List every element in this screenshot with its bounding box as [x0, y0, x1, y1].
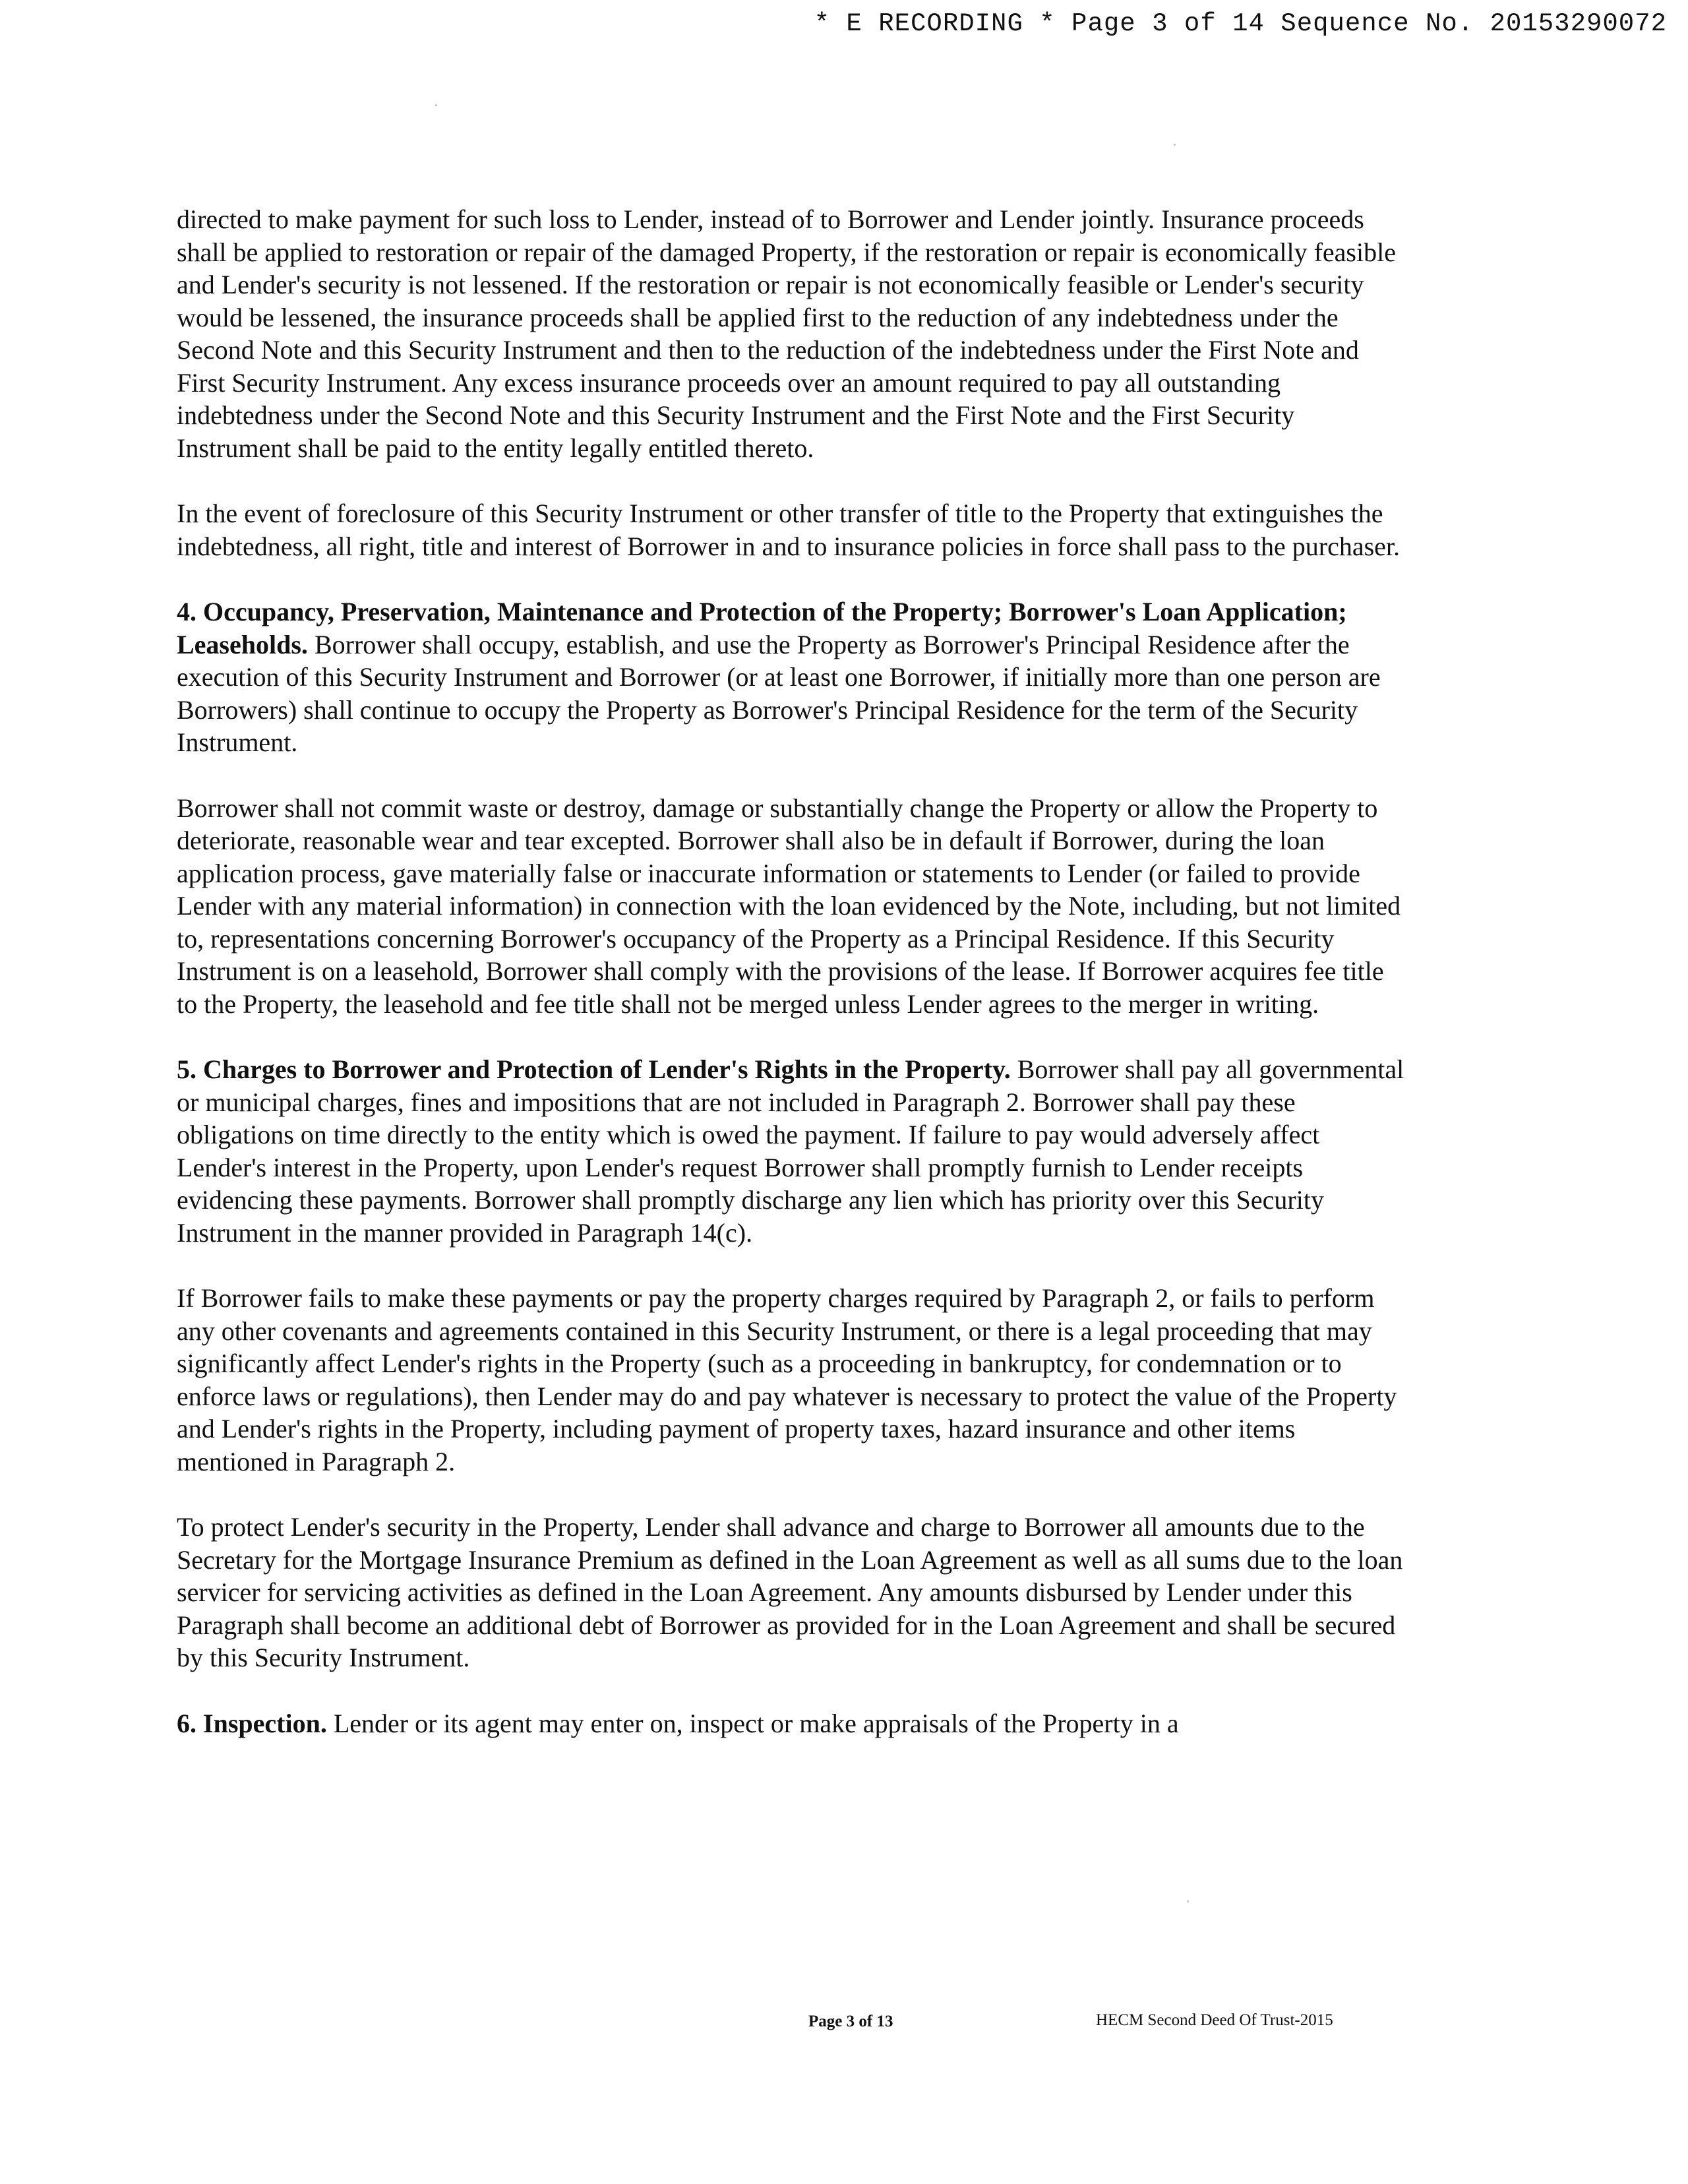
paragraph-charges: [177, 1053, 1410, 1249]
section-heading-occupancy: 4. Occupancy, Preservation, Maintenance and Protection of the Property; Borrower's Loan Application; Leaseholds.: [177, 597, 1347, 659]
paragraph-text: Lender or its agent may enter on, inspect or make appraisals of the Property in a: [326, 1708, 1179, 1738]
section-heading-inspection: 6. Inspection.: [177, 1708, 327, 1738]
paragraph-waste: [177, 792, 1410, 1021]
section-heading-charges: 5. Charges to Borrower and Protection of Lender's Rights in the Property.: [177, 1054, 1011, 1084]
recording-stamp: * E RECORDING * Page 3 of 14 Sequence No. 20153290072: [814, 9, 1667, 38]
paragraph-text: Borrower shall pay all governmental or municipal charges, fines and impositions that are not included in Paragraph 2. Borrower shall pay these obligations on time directly to the entity which is owed the payment. If failure to pay would adversely affect Lender's interest in the Property, upon Lender's request Borrower shall promptly furnish to Lender receipts evidencing these payments. Borrower shall promptly discharge any lien which has priority over this Security Instrument in the manner provided in Paragraph 14(c).: [177, 1054, 1404, 1248]
paragraph-text: If Borrower fails to make these payments or pay the property charges required by Paragraph 2, or fails to perform any other covenants and agreements contained in this Security Instrument, or there is a legal proceeding that may significantly affect Lender's rights in the Property (such as a proceeding in bankruptcy, for condemnation or to enforce laws or regulations), then Lender may do and pay whatever is necessary to protect the value of the Property and Lender's rights in the Property, including payment of property taxes, hazard insurance and other items mentioned in Paragraph 2.: [177, 1283, 1397, 1476]
scan-speck: [1187, 1900, 1189, 1902]
footer-page-number: Page 3 of 13: [808, 2013, 893, 2030]
paragraph-text: directed to make payment for such loss to Lender, instead of to Borrower and Lender jointly. Insurance proceeds shall be applied to restoration or repair of the damaged Property, if the restoration or repair is economically feasible and Lender's security is not lessened. If the restoration or repair is not economically feasible or Lender's security would be lessened, the insurance proceeds shall be applied first to the reduction of any indebtedness under the Second Note and this Security Instrument and then to the reduction of the indebtedness under the First Note and First Security Instrument. Any excess insurance proceeds over an amount required to pay all outstanding indebtedness under the Second Note and this Security Instrument and the First Note and the First Security Instrument shall be paid to the entity legally entitled thereto.: [177, 204, 1396, 463]
paragraph-foreclosure: [177, 497, 1410, 562]
scan-speck: [1174, 144, 1176, 146]
paragraph-insurance-proceeds: [177, 203, 1410, 464]
paragraph-failure-to-pay: [177, 1282, 1410, 1478]
paragraph-protect-security: [177, 1511, 1410, 1674]
scan-speck: [435, 104, 437, 106]
document-body: [177, 203, 1410, 1740]
paragraph-inspection: [177, 1707, 1410, 1740]
paragraph-occupancy: [177, 595, 1410, 759]
paragraph-text: Borrower shall not commit waste or destroy, damage or substantially change the Property or allow the Property to deteriorate, reasonable wear and tear excepted. Borrower shall also be in default if Borrower, during the loan application process, gave materially false or inaccurate information or statements to Lender (or failed to provide Lender with any material information) in connection with the loan evidenced by the Note, including, but not limited to, representations concerning Borrower's occupancy of the Property as a Principal Residence. If this Security Instrument is on a leasehold, Borrower shall comply with the provisions of the lease. If Borrower acquires fee title to the Property, the leasehold and fee title shall not be merged unless Lender agrees to the merger in writing.: [177, 793, 1401, 1019]
paragraph-text: Borrower shall occupy, establish, and use the Property as Borrower's Principal Residence after the execution of this Security Instrument and Borrower (or at least one Borrower, if initially more than one person are Borrowers) shall continue to occupy the Property as Borrower's Principal Residence for the term of the Security Instrument.: [177, 629, 1381, 757]
footer-form-name: HECM Second Deed Of Trust-2015: [1096, 2011, 1333, 2029]
paragraph-text: In the event of foreclosure of this Security Instrument or other transfer of title to the Property that extinguishes the indebtedness, all right, title and interest of Borrower in and to insurance policies in force shall pass to the purchaser.: [177, 499, 1401, 561]
paragraph-text: To protect Lender's security in the Property, Lender shall advance and charge to Borrower all amounts due to the Secretary for the Mortgage Insurance Premium as defined in the Loan Agreement as well as all sums due to the loan servicer for servicing activities as defined in the Loan Agreement. Any amounts disbursed by Lender under this Paragraph shall become an additional debt of Borrower as provided for in the Loan Agreement and shall be secured by this Security Instrument.: [177, 1512, 1403, 1672]
